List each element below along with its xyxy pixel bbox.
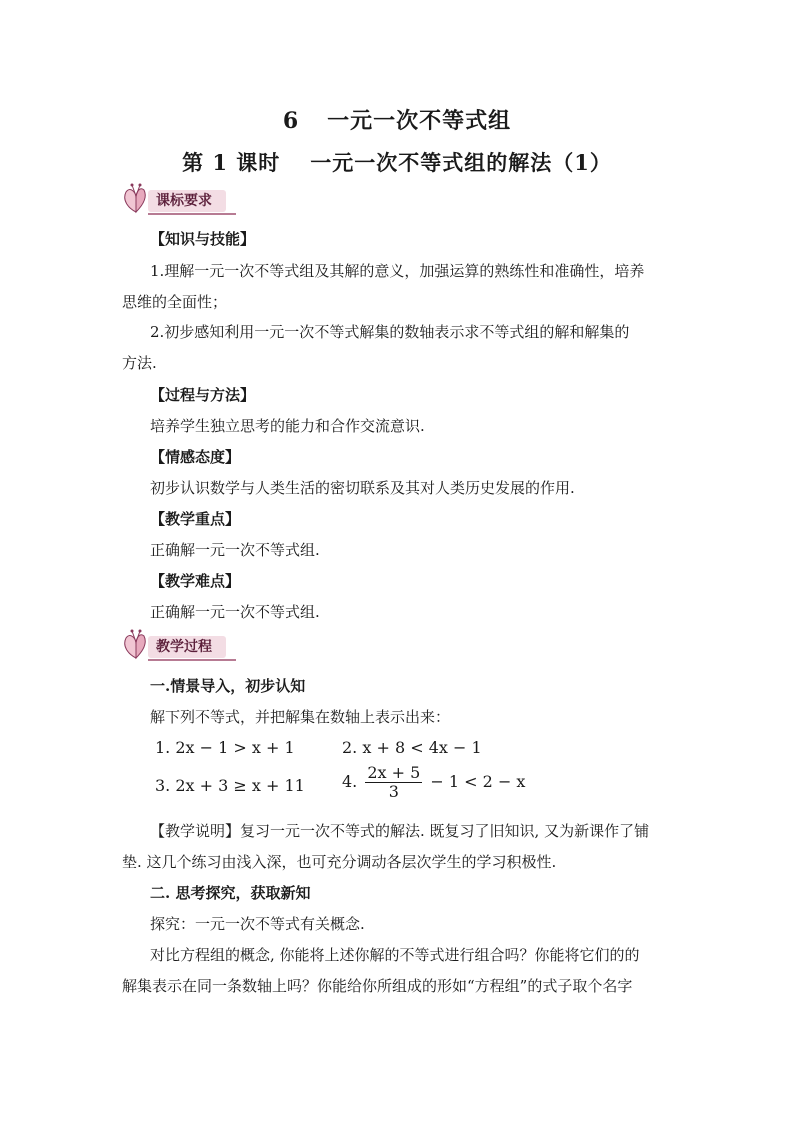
lesson-title bbox=[0, 147, 794, 177]
section-banner-standards bbox=[118, 182, 248, 216]
knowledge-item-2-line-1: 2.初步感知利用一元一次不等式解集的数轴表示求不等式组的解和解集的 bbox=[150, 323, 630, 341]
lesson-title-text: 一元一次不等式组的解法（1） bbox=[310, 150, 612, 175]
inequality-1: 1. 2x − 1 > x + 1 bbox=[155, 738, 295, 757]
banner-label: 课标要求 bbox=[148, 190, 226, 212]
chapter-title-text: 一元一次不等式组 bbox=[327, 108, 512, 134]
emotion-text: 初步认识数学与人类生活的密切联系及其对人类历史发展的作用. bbox=[150, 479, 575, 497]
banner-underline bbox=[148, 213, 236, 215]
process-method-text: 培养学生独立思考的能力和合作交流意识. bbox=[150, 417, 425, 435]
part-1-intro: 解下列不等式，并把解集在数轴上表示出来： bbox=[150, 708, 451, 726]
inequality-4-rest: − 1 < 2 − x bbox=[430, 772, 526, 791]
chapter-number: 6 bbox=[282, 108, 300, 134]
inequality-3: 3. 2x + 3 ≥ x + 11 bbox=[155, 776, 305, 795]
teaching-note-line-1: 【教学说明】复习一元一次不等式的解法. 既复习了旧知识, 又为新课作了铺 bbox=[150, 822, 650, 840]
banner-underline bbox=[148, 659, 236, 661]
section-banner-process bbox=[118, 628, 248, 662]
difficulty-text: 正确解一元一次不等式组. bbox=[150, 603, 320, 621]
key-point-heading: 【教学重点】 bbox=[150, 510, 241, 528]
emotion-heading: 【情感态度】 bbox=[150, 448, 241, 466]
banner-label: 教学过程 bbox=[148, 636, 226, 658]
paragraph-line-2: 解集表示在同一条数轴上吗？你能给你所组成的形如“方程组”的式子取个名字 bbox=[122, 977, 633, 995]
process-method-heading: 【过程与方法】 bbox=[150, 386, 256, 404]
fraction bbox=[365, 764, 422, 801]
knowledge-item-2-line-2: 方法. bbox=[122, 354, 157, 372]
part-1-heading: 一.情景导入，初步认知 bbox=[150, 677, 306, 695]
inequality-4-prefix: 4. bbox=[342, 772, 358, 791]
chapter-title bbox=[0, 104, 794, 135]
fraction-numerator: 2x + 5 bbox=[367, 763, 421, 782]
inequality-2: 2. x + 8 < 4x − 1 bbox=[342, 738, 482, 757]
knowledge-item-1-line-1: 1.理解一元一次不等式组及其解的意义，加强运算的熟练性和准确性，培养 bbox=[150, 262, 645, 280]
inequality-4 bbox=[342, 764, 525, 801]
knowledge-item-1-line-2: 思维的全面性； bbox=[122, 293, 228, 311]
difficulty-heading: 【教学难点】 bbox=[150, 572, 241, 590]
part-2-heading: 二. 思考探究，获取新知 bbox=[150, 884, 311, 902]
fraction-denominator: 3 bbox=[388, 782, 399, 801]
teaching-note-line-2: 垫. 这几个练习由浅入深，也可充分调动各层次学生的学习积极性. bbox=[122, 853, 557, 871]
paragraph-line-1: 对比方程组的概念, 你能将上述你解的不等式进行组合吗？你能将它们的的 bbox=[150, 946, 640, 964]
knowledge-heading: 【知识与技能】 bbox=[150, 230, 256, 248]
explore-text: 探究：一元一次不等式有关概念. bbox=[150, 915, 365, 933]
key-point-text: 正确解一元一次不等式组. bbox=[150, 541, 320, 559]
lesson-label: 第 1 课时 bbox=[182, 150, 281, 175]
